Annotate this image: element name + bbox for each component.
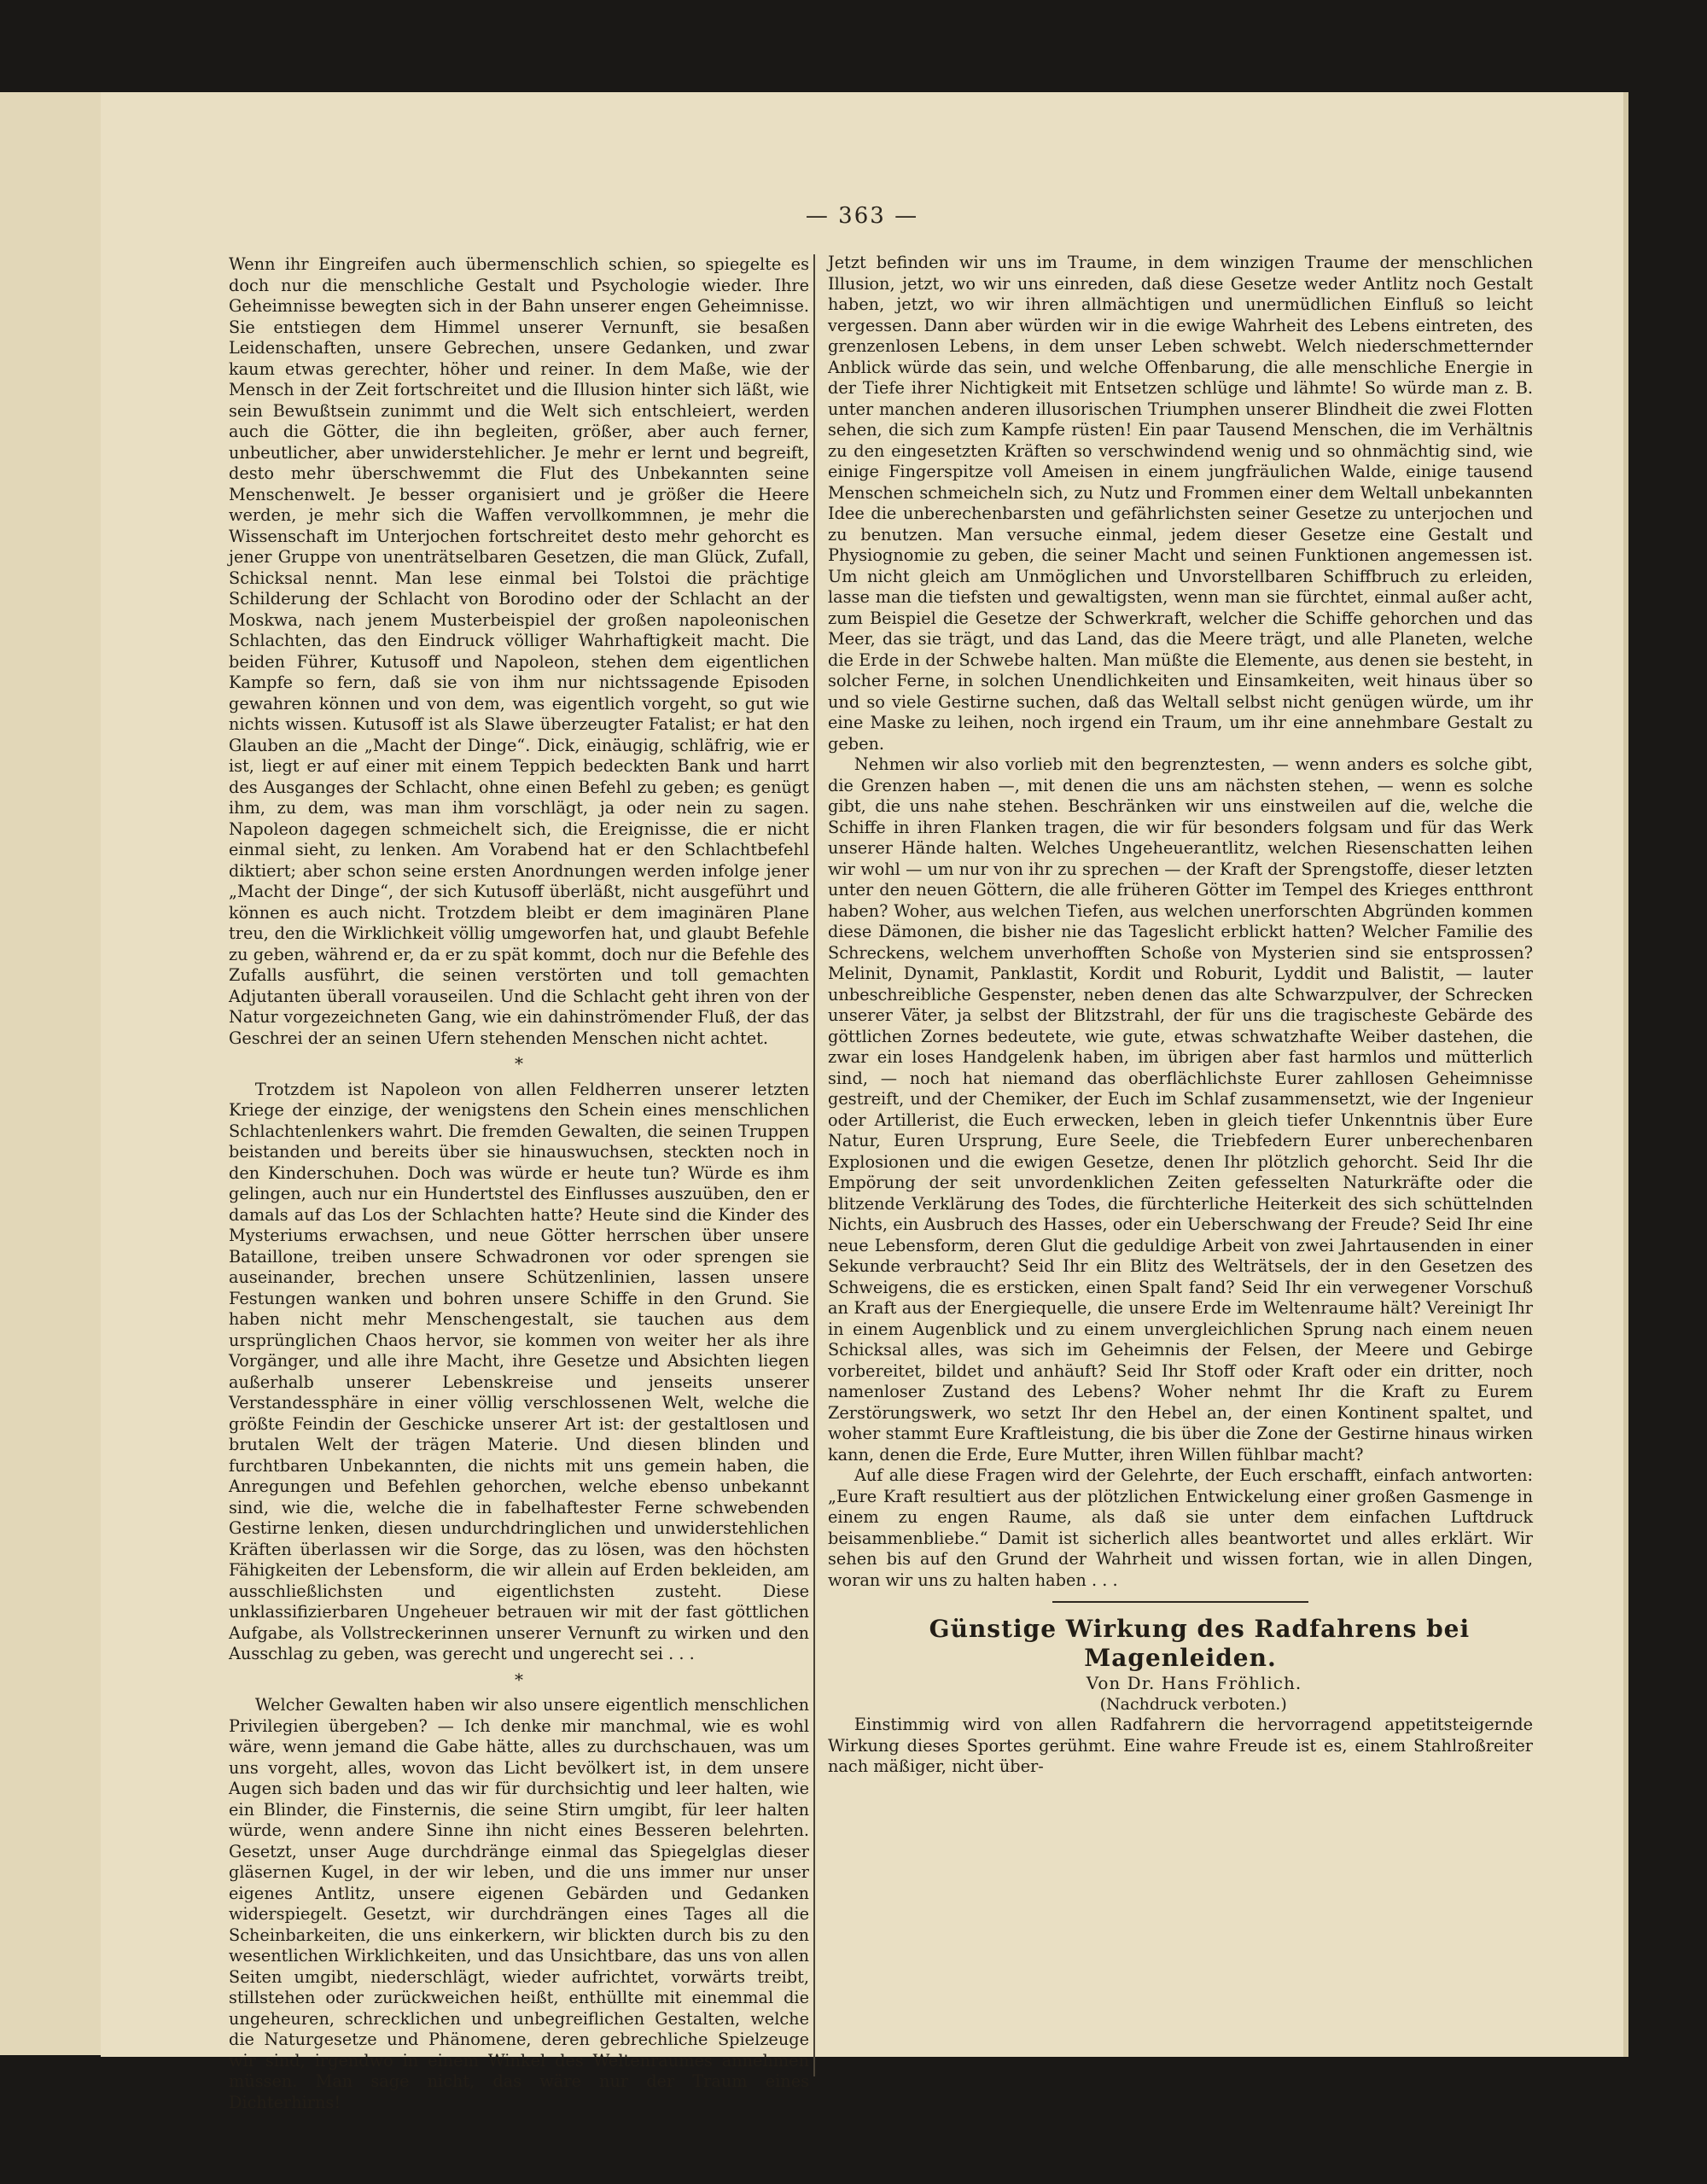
reprint-note: (Nachdruck verboten.) [1099, 1694, 1287, 1714]
article-byline: Von Dr. Hans Fröhlich. [1086, 1673, 1302, 1693]
section-separator-2: * [515, 1669, 523, 1690]
left-paragraph-2: Trotzdem ist Napoleon von allen Feldherren unserer letzten Kriege der einzige, der wenigstens den Schein eines menschlichen Schlachtenlenkers wahrt. Die fremden Gewalten, die seinen Truppen beistanden und bereits über sie hinauswuchsen, steckten noch in den Kinderschuhen. Doch was würde er heute tun? Würde es ihm gelingen, auch nur ein Hundertstel des Einflusses auszuüben, den er damals auf das Los der Schlachten hatte? Heute sind die Kinder des Mysteriums erwachsen, und neue Götter herrschen über unsere Bataillone, treiben unsere Schwadronen vor oder sprengen sie auseinander, brechen unsere Schützenlinien, lassen unsere Festungen wanken und bohren unsere Schiffe in den Grund. Sie haben nicht mehr Menschengestalt, sie tauchen aus dem ursprünglichen Chaos hervor, sie kommen von weiter her als ihre Vorgänger, und alle ihre Macht, ihre Gesetze und Absichten liegen außerhalb unserer Lebenskreise und jenseits unserer Verstandessphäre in einer völlig verschlossenen Welt, welche die größte Feindin der Geschicke unserer Art ist: der gestaltlosen und brutalen Welt der trägen Materie. Und diesen blinden und furchtbaren Unbekannten, die nichts mit uns gemein haben, die Anregungen und Befehlen gehorchen, welche ebenso unbekannt sind, wie die, welche die in fabelhaftester Ferne schwebenden Gestirne lenken, diesen undurchdringlichen und unwiderstehlichen Kräften überlassen wir die Sorge, das zu lösen, was den höchsten Fähigkeiten der Lebensform, die wir allein auf Erden bekleiden, am ausschließlichsten und eigentlichsten zusteht. Diese unklassifizierbaren Ungeheuer betrauen wir mit der fast göttlichen Aufgabe, als Vollstreckerinnen unserer Vernunft zu wirken und den Ausschlag zu geben, was gerecht und ungerecht sei . . . [229, 1079, 809, 1663]
right-paragraph-1: Jetzt befinden wir uns im Traume, in dem winzigen Traume der menschlichen Illusion, jetzt, wo wir uns einreden, daß diese Gesetze weder Antlitz noch Gestalt haben, jetzt, wo wir ihren allmächtigen und unermüdlichen Einfluß so leicht vergessen. Dann aber würden wir in die ewige Wahrheit des Lebens eintreten, des grenzenlosen Lebens, in dem unser Leben schwebt. Welch niederschmetternder Anblick würde das sein, und welche Offenbarung, die alle menschliche Energie in der Tiefe ihrer Nichtigkeit mit Entsetzen schlüge und lähmte! So würde man z. B. unter manchen anderen illusorischen Triumphen unserer Blindheit die zwei Flotten sehen, die sich zum Kampfe rüsten! Ein paar Tausend Menschen, die im Verhältnis zu den eingesetzten Kräften so verschwindend wenig und so ohnmächtig sind, wie einige Fingerspitze voll Ameisen in einem jungfräulichen Walde, einige tausend Menschen schmeicheln sich, zu Nutz und Frommen einer dem Weltall unbekannten Idee die unberechenbarsten und gefährlichsten seiner Gesetze zu unterjochen und zu benutzen. Man versuche einmal, jedem dieser Gesetze eine Gestalt und Physiognomie zu geben, die seiner Macht und seinen Funktionen angemessen ist. Um nicht gleich am Unmöglichen und Unvorstellbaren Schiffbruch zu erleiden, lasse man die tiefsten und gewaltigsten, wenn man sie fürchtet, einmal außer acht, zum Beispiel die Gesetze der Schwerkraft, welcher die Schiffe gehorchen und das Meer, das sie trägt, und das Land, das die Meere trägt, und alle Planeten, welche die Erde in der Schwebe halten. Man müßte die Elemente, aus denen sie besteht, in solcher Ferne, in solchen Unendlichkeiten und Einsamkeiten, weit hinaus über so und so viele Gestirne suchen, daß das Weltall selbst nicht genügen würde, um ihr eine Maske zu leihen, noch irgend ein Traum, um ihr eine annehmbare Gestalt zu geben. [828, 253, 1533, 754]
left-column [229, 254, 809, 2113]
page-number: — 363 — [805, 203, 919, 229]
left-paragraph-3: Welcher Gewalten haben wir also unsere eigentlich menschlichen Privilegien übergeben? — Ich denke mir manchmal, wie es wohl wäre, wenn jemand die Gabe hätte, alles zu durchschauen, was um uns vorgeht, alles, wovon das Licht bevölkert ist, in dem unsere Augen sich baden und das wir für durchsichtig und leer halten, wie ein Blinder, die Finsternis, die seine Stirn umgibt, für leer halten würde, wenn andere Sinne ihn nicht eines Besseren belehrten. Gesetzt, unser Auge durchdränge einmal das Spiegelglas dieser gläsernen Kugel, in der wir leben, und die uns immer nur unser eigenes Antlitz, unsere eigenen Gebärden und Gedanken widerspiegelt. Gesetzt, wir durchdrängen eines Tages all die Scheinbarkeiten, die uns einkerkern, wir blickten durch bis zu den wesentlichen Wirklichkeiten, und das Unsichtbare, das uns von allen Seiten umgibt, niederschlägt, wieder aufrichtet, vorwärts treibt, stillstehen oder zurückweichen heißt, enthüllte mit einemmal die ungeheuren, schrecklichen und unbegreiflichen Gestalten, welche die Naturgesetze und Phänomene, deren gebrechliche Spielzeuge wir sind, irgendwo in einem Winkel des Weltenraumes annehmen müssen. Man sage nicht, das wäre nur der Traum eines Dichterhirns! [229, 1695, 809, 2112]
newspaper-page [101, 92, 1628, 2112]
left-paragraph-1: Wenn ihr Eingreifen auch übermenschlich schien, so spiegelte es doch nur die menschliche Gestalt und Psychologie wieder. Ihre Geheimnisse bewegten sich in der Bahn unserer engen Geheimnisse. Sie entstiegen dem Himmel unserer Vernunft, sie besaßen Leidenschaften, unsere Gebrechen, unsere Gedanken, und zwar kaum etwas gerechter, höher und reiner. In dem Maße, wie der Mensch in der Zeit fortschreitet und die Illusion hinter sich läßt, wie sein Bewußtsein zunimmt und die Welt sich entschleiert, werden auch die Götter, die ihn begleiten, größer, aber auch ferner, unbeutlicher, aber unwiderstehlicher. Je mehr er lernt und begreift, desto mehr überschwemmt die Flut des Unbekannten seine Menschenwelt. Je besser organisiert und je größer die Heere werden, je mehr sich die Waffen vervollkommnen, je mehr die Wissenschaft im Unterjochen fortschreitet desto mehr gehorcht es jener Gruppe von unenträtselbaren Gesetzen, die man Glück, Zufall, Schicksal nennt. Man lese einmal bei Tolstoi die prächtige Schilderung der Schlacht von Borodino oder der Schlacht an der Moskwa, nach jenem Musterbeispiel der großen napoleonischen Schlachten, das den Eindruck völliger Wahrhaftigkeit macht. Die beiden Führer, Kutusoff und Napoleon, stehen dem eigentlichen Kampfe so fern, daß sie von ihm nur nichtssagende Episoden gewahren können und von dem, was eigentlich vorgeht, so gut wie nichts wissen. Kutusoff ist als Slawe überzeugter Fatalist; er hat den Glauben an die „Macht der Dinge“. Dick, einäugig, schläfrig, wie er ist, liegt er auf einer mit einem Teppich bedeckten Bank und harrt des Ausganges der Schlacht, ohne einen Befehl zu geben; es genügt ihm, zu dem, was man ihm vorschlägt, ja oder nein zu sagen. Napoleon dagegen schmeichelt sich, die Ereignisse, die er nicht einmal sieht, zu lenken. Am Vorabend hat er den Schlachtbefehl diktiert; aber schon seine ersten Anordnungen werden infolge jener „Macht der Dinge“, der sich Kutusoff überläßt, nicht ausgeführt und können es auch nicht. Trotzdem bleibt er dem imaginären Plane treu, den die Wirklichkeit völlig umgeworfen hat, und glaubt Befehle zu geben, während er, da er zu spät kommt, doch nur die Befehle des Zufalls ausführt, die seinen verstörten und toll gemachten Adjutanten überall vorauseilen. Und die Schlacht geht ihren von der Natur vorgezeichneten Gang, wie ein dahinströmender Fluß, der das Geschrei der an seinen Ufern stehenden Menschen nicht achtet. [229, 254, 809, 1048]
column-divider [813, 254, 815, 2076]
right-paragraph-3: Auf alle diese Fragen wird der Gelehrte, der Euch erschafft, einfach antworten: „Eure Kraft resultiert aus der plötzlichen Entwickelung einer großen Gasmenge in einem zu engen Raume, als daß sie unter dem einfachen Luftdruck beisammenbliebe.“ Damit ist sicherlich alles beantwortet und alles erklärt. Wir sehen bis auf den Grund der Wahrheit und wissen fortan, wie in allen Dingen, woran wir uns zu halten haben . . . [828, 1465, 1533, 1590]
article-separator-rule [1052, 1601, 1308, 1603]
previous-page-edge [0, 92, 102, 2055]
article-paragraph: Einstimmig wird von allen Radfahrern die hervorragend appetitsteigernde Wirkung dieses Sportes gerühmt. Eine wahre Freude ist es, einem Stahlroßreiter nach mäßiger, nicht über- [828, 1715, 1533, 1776]
section-separator-1: * [515, 1053, 523, 1074]
right-column [828, 253, 1533, 1778]
right-paragraph-2: Nehmen wir also vorlieb mit den begrenztesten, — wenn anders es solche gibt, die Grenzen haben —, mit denen die uns am nächsten stehen, — wenn es solche gibt, die uns nahe stehen. Beschränken wir uns einstweilen auf die, welche die Schiffe in ihren Flanken tragen, die wir für besonders folgsam und für das Werk unserer Hände halten. Welches Ungeheuerantlitz, welchen Riesenschatten leihen wir wohl — um nur von ihr zu sprechen — der Kraft der Sprengstoffe, dieser letzten unter den neuen Göttern, die alle früheren Götter im Tempel des Krieges entthront haben? Woher, aus welchen Tiefen, aus welchen unerforschten Abgründen kommen diese Dämonen, die bisher nie das Tageslicht erblickt hatten? Welcher Familie des Schreckens, welchem unverhofften Schoße von Mysterien sind sie entsprossen? Melinit, Dynamit, Panklastit, Kordit und Roburit, Lyddit und Balistit, — lauter unbeschreibliche Gespenster, neben denen das alte Schwarzpulver, der Schrecken unserer Väter, ja selbst der Blitzstrahl, der für uns die tragischeste Gebärde des göttlichen Zornes bedeutete, wie gute, etwas schwatzhafte Weiber dastehen, die zwar ein loses Handgelenk haben, im übrigen aber fast harmlos und mütterlich sind, — noch hat niemand das oberflächlichste Eurer zahllosen Geheimnisse gestreift, und der Chemiker, der Euch im Schlaf zusammensetzt, wie der Ingenieur oder Artillerist, die Euch erwecken, leben in gleich tiefer Unkenntnis über Eure Natur, Euren Ursprung, Eure Seele, die Triebfedern Eurer unberechenbaren Explosionen und die ewigen Gesetze, denen Ihr plötzlich gehorcht. Seid Ihr die Empörung der seit unvordenklichen Zeiten gefesselten Naturkräfte oder die blitzende Verklärung des Todes, die fürchterliche Heiterkeit des sich schüttelnden Nichts, ein Ausbruch des Hasses, oder ein Ueberschwang der Freude? Seid Ihr eine neue Lebensform, deren Glut die geduldige Arbeit von zwei Jahrtausenden in einer Sekunde verbraucht? Seid Ihr ein Blitz des Welträtsels, der in den Gesetzen des Schweigens, die es ersticken, einen Spalt fand? Seid Ihr ein verwegener Vorschuß an Kraft aus der Energiequelle, die unsere Erde im Weltenraume hält? Vereinigt Ihr in einem Augenblick und zu einem unvergleichlichen Sprung nach einem neuen Schicksal alles, was sich im Geheimnis der Felsen, der Meere und Gebirge vorbereitet, bildet und anhäuft? Seid Ihr Stoff oder Kraft oder ein dritter, noch namenloser Zustand des Lebens? Woher nehmt Ihr die Kraft zu Eurem Zerstörungswerk, wo setzt Ihr den Hebel an, der einen Kontinent spaltet, und woher stammt Eure Kraftleistung, die bis über die Zone der Gestirne hinaus wirken kann, denen die Erde, Eure Mutter, ihren Willen fühlbar macht? [828, 754, 1533, 1465]
article-title: Günstige Wirkung des Radfahrens bei Magenleiden. [929, 1615, 1471, 1672]
